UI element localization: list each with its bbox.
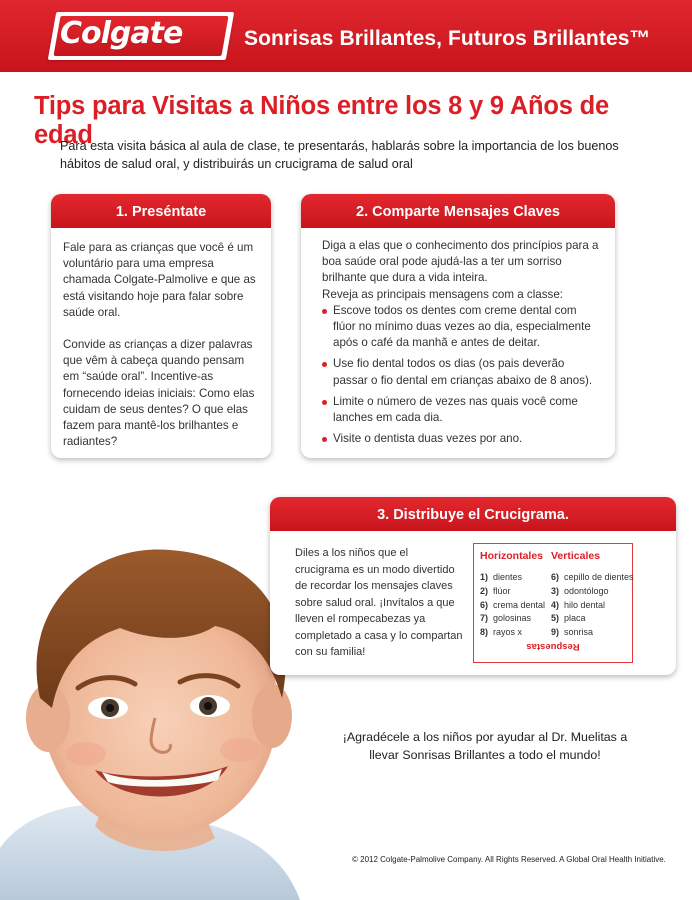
list-item: Use fio dental todos os dias (os pais deverão passar o fio dental em crianças abaixo de 8 anos). — [322, 356, 601, 388]
list-item: 7) golosinas — [480, 613, 532, 624]
copyright-notice: © 2012 Colgate-Palmolive Company. All Rights Reserved. A Global Oral Health Initiative. — [352, 855, 666, 864]
card-messages-title: 2. Comparte Mensajes Claves — [301, 194, 615, 228]
list-item: 3) odontólogo — [551, 585, 609, 596]
vertical-heading: Verticales — [551, 550, 601, 562]
crossword-answers-box — [473, 543, 633, 663]
list-item: 5) placa — [551, 613, 586, 624]
key-messages-list — [322, 303, 601, 448]
list-item: Visite o dentista duas vezes por ano. — [322, 431, 601, 447]
horizontal-answers — [480, 571, 545, 640]
list-item: 8) rayos x — [480, 627, 523, 638]
card-messages-paragraph-1: Diga a elas que o conhecimento dos princípios para a boa saúde oral pode ajudá-las a ter um sorriso brilhante que dura a vida inteira. — [322, 239, 599, 285]
vertical-answers — [551, 571, 634, 640]
page-title: Tips para Visitas a Niños entre los 8 y 9 Años de edad — [34, 92, 610, 149]
answers-label-upside-down: Respuestas — [526, 641, 580, 652]
list-item: 2) flúor — [480, 585, 511, 596]
card-messages-paragraph-2: Reveja as principais mensagens com a classe: — [322, 287, 564, 301]
list-item: Limite o número de vezes nas quais você come lanches em cada dia. — [322, 394, 601, 426]
logo-text: Colgate — [60, 16, 183, 51]
header-banner — [0, 0, 692, 72]
horizontal-heading: Horizontales — [480, 550, 544, 562]
card-crossword-title: 3. Distribuye el Crucigrama. — [270, 497, 676, 531]
list-item: 6) cepillo de dientes — [551, 572, 634, 582]
list-item: Escove todos os dentes com creme dental com flúor no mínimo duas vezes ao dia, especialmente após o café da manhã e antes de deitar. — [322, 303, 601, 352]
list-item: 4) hilo dental — [551, 599, 606, 610]
list-item: 1) dientes — [480, 572, 523, 582]
card-introduce — [51, 194, 271, 458]
list-item: 9) sonrisa — [551, 627, 594, 638]
list-item: 6) crema dental — [480, 599, 546, 610]
card-introduce-paragraph-1: Fale para as crianças que você é um voluntário para uma empresa chamada Colgate-Palmolive e que as está visitando hoje para falar sobre saúde oral. — [63, 241, 256, 319]
card-introduce-title: 1. Preséntate — [51, 194, 271, 228]
header-tagline: Sonrisas Brillantes, Futuros Brillantes™ — [244, 27, 651, 50]
card-introduce-paragraph-2: Convide as crianças a dizer palavras que vêm à cabeça quando pensam em “saúde oral”. Incentive-as fornecendo ideias iniciais: Como elas cuidam de seus dentes? O que elas fazem para mantê-los brilhantes e radiantes? — [63, 338, 255, 449]
card-crossword-text: Diles a los niños que el crucigrama es un modo divertido de recordar los mensajes claves sobre salud oral. ¡Invítalos a que lleven el rompecabezas ya completado a casa y lo compartan con su familia! — [295, 547, 463, 658]
thanks-message: ¡Agradécele a los niños por ayudar al Dr. Muelitas a llevar Sonrisas Brillantes a todo el mundo! — [342, 730, 628, 762]
card-messages — [301, 194, 615, 458]
intro-text: Para esta visita básica al aula de clase, te presentarás, hablarás sobre la importancia de los buenos hábitos de salud oral, y distribuirás un crucigrama de salud oral — [60, 139, 619, 171]
card-crossword — [270, 497, 676, 675]
